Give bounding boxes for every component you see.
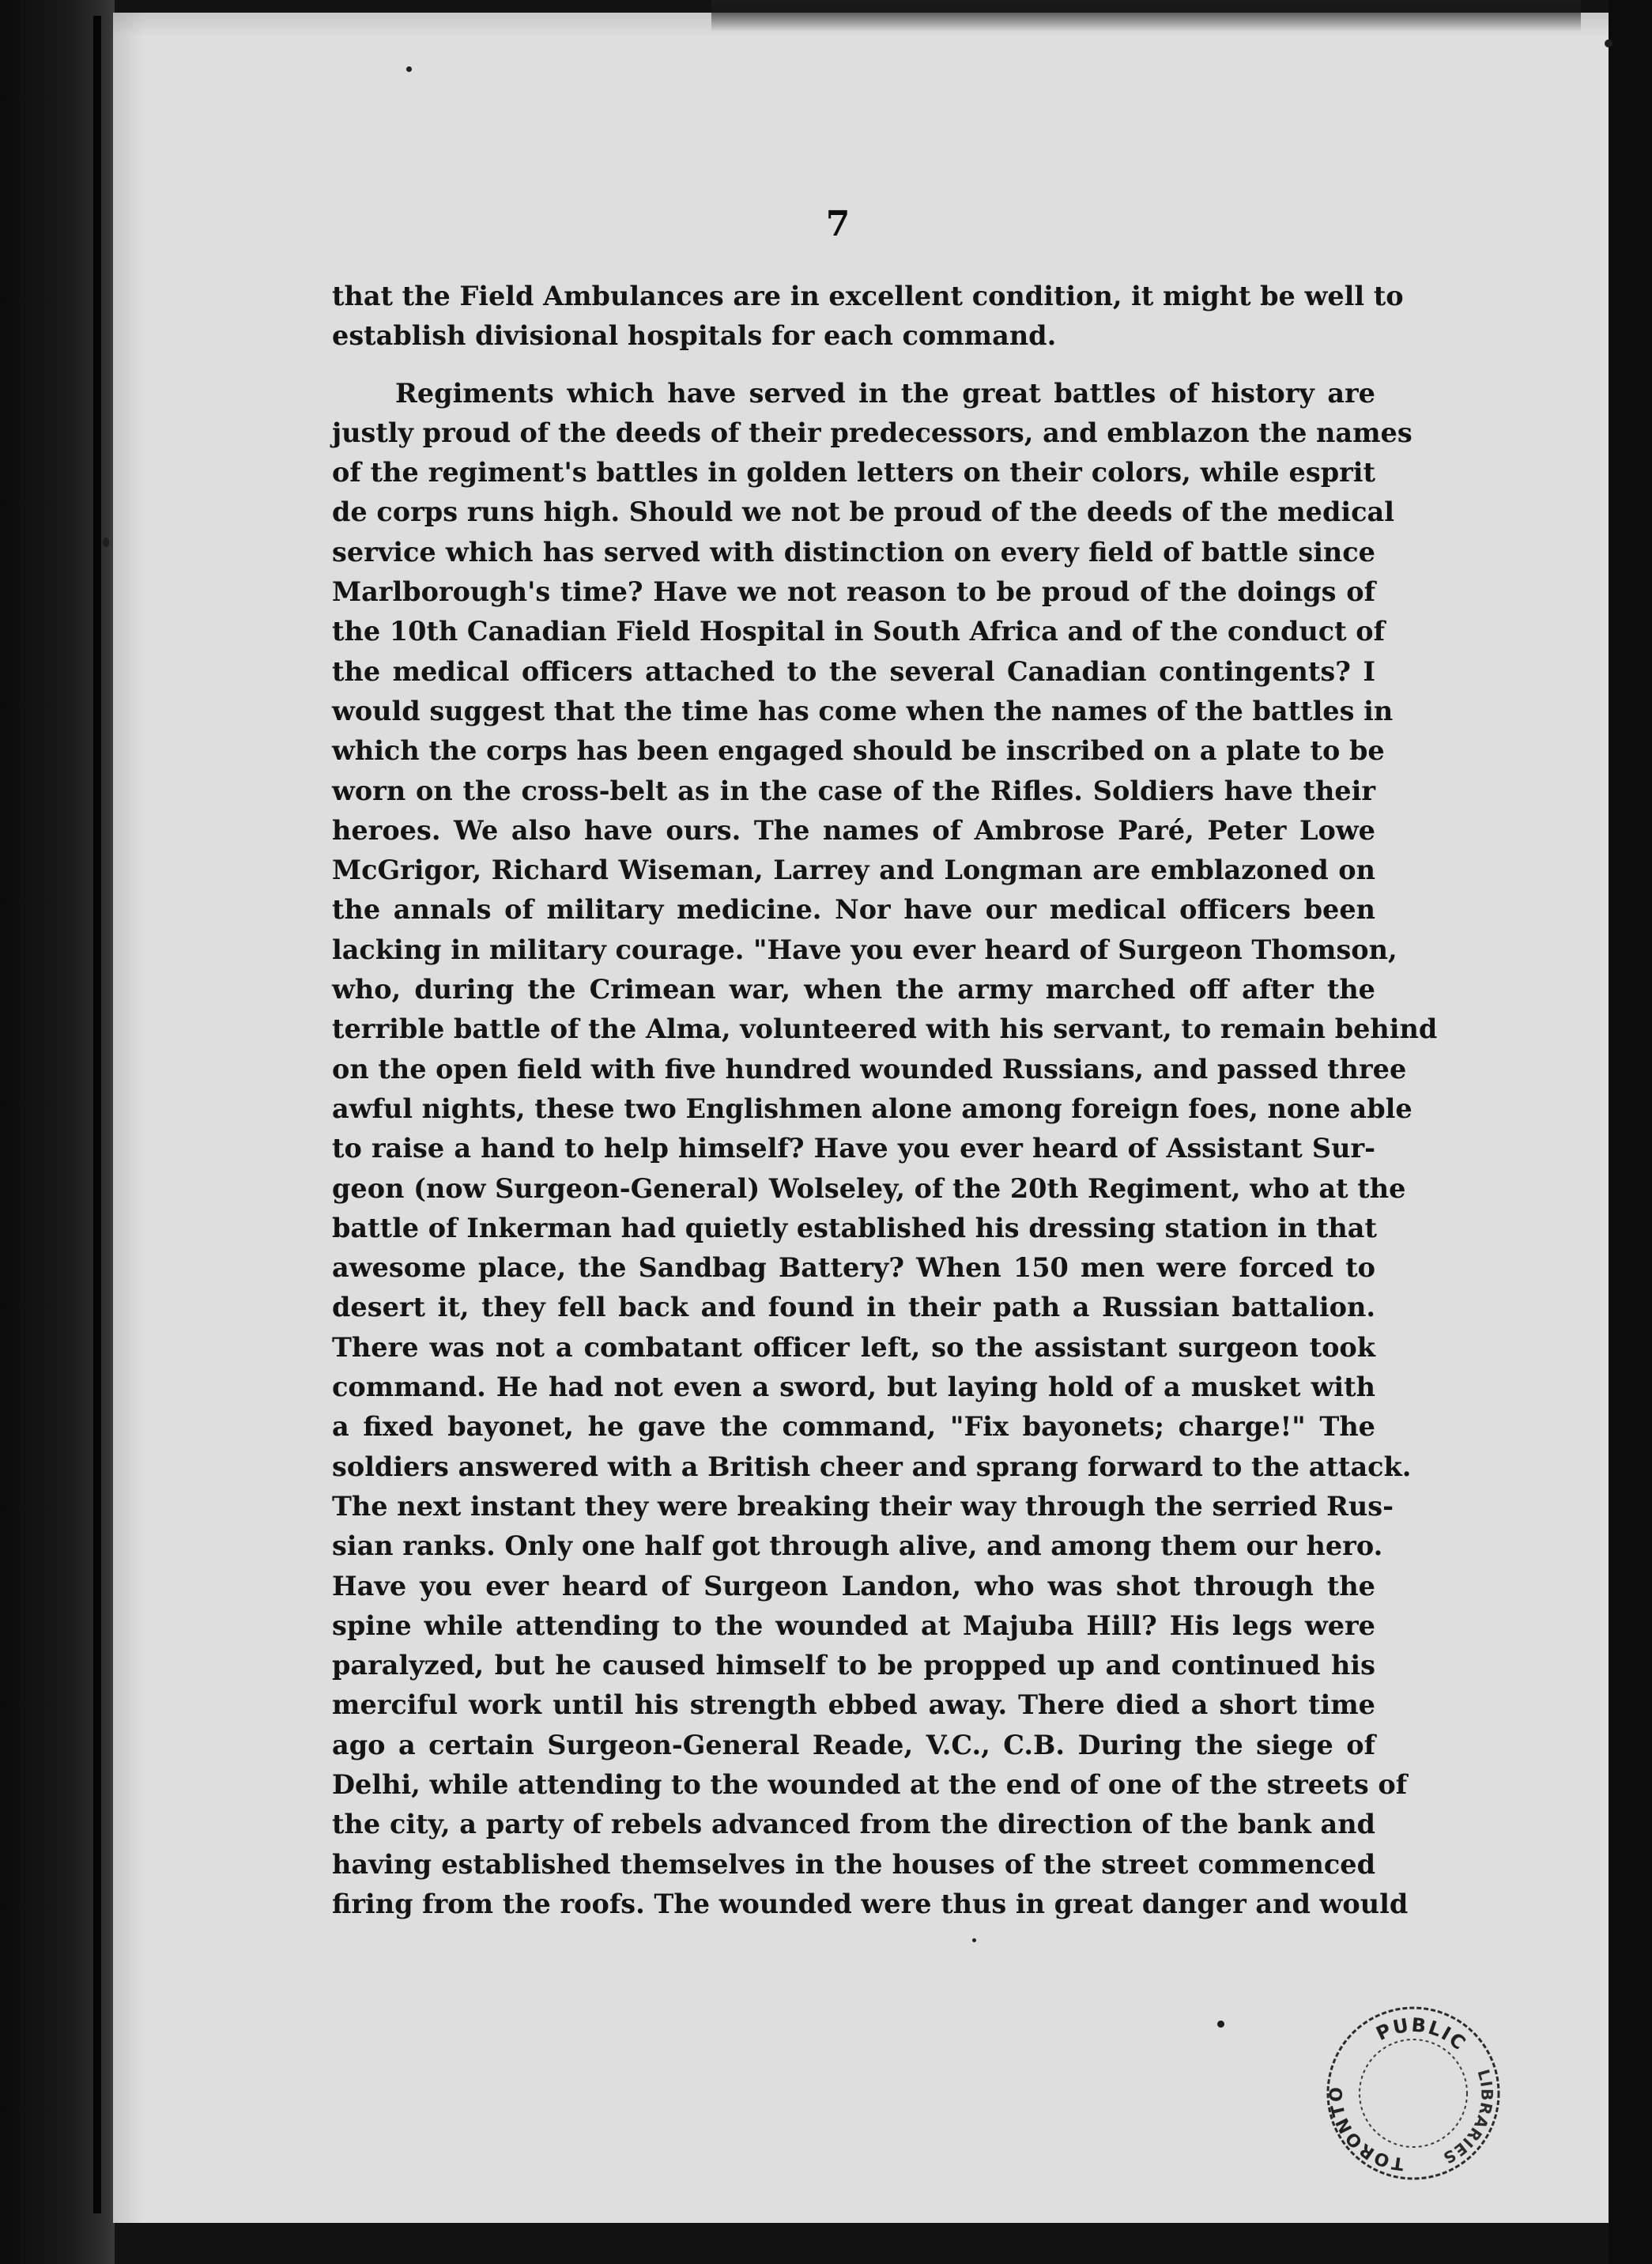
text-line: that the Field Ambulances are in excellent condition, it might be well to	[332, 281, 1404, 311]
text-line: paralyzed, but he caused himself to be propped up and continued his	[332, 1650, 1375, 1681]
text-line: on the open field with five hundred wounded Russians, and passed three	[332, 1053, 1407, 1085]
scan-speck	[1217, 2021, 1224, 2028]
stamp-top-text: PUBLIC	[1372, 2013, 1471, 2055]
text-line: having established themselves in the houses of the street commenced	[332, 1848, 1375, 1880]
text-line: desert it, they fell back and found in their path a Russian battalion.	[332, 1292, 1375, 1323]
text-line: ago a certain Surgeon-General Reade, V.C., C.B. During the siege of	[332, 1729, 1375, 1760]
text-line: merciful work until his strength ebbed away. There died a short time	[332, 1689, 1375, 1721]
scan-speck	[972, 1938, 976, 1942]
library-stamp-icon	[1322, 2002, 1505, 2185]
text-line: There was not a combatant officer left, so the assistant surgeon took	[332, 1331, 1375, 1363]
text-line: lacking in military courage. "Have you ever heard of Surgeon Thomson,	[332, 934, 1397, 965]
spine-edge-line	[93, 16, 101, 2213]
page-right-margin-dark	[1609, 0, 1652, 2264]
svg-text:TORONTO	[1327, 2085, 1405, 2173]
text-line: firing from the roofs. The wounded were thus in great danger and would	[332, 1888, 1409, 1919]
text-line: McGrigor, Richard Wiseman, Larrey and Longman are emblazoned on	[332, 855, 1375, 886]
body-text	[332, 277, 1438, 1924]
stamp-left-text: TORONTO	[1326, 2085, 1405, 2174]
text-line: awful nights, these two Englishmen alone among foreign foes, none able	[332, 1092, 1412, 1124]
text-line: command. He had not even a sword, but laying hold of a musket with	[332, 1372, 1375, 1403]
text-line: justly proud of the deeds of their predecessors, and emblazon the names	[332, 417, 1412, 448]
text-line: Marlborough's time? Have we not reason to be proud of the doings of	[332, 576, 1375, 608]
scan-speck	[103, 538, 109, 547]
text-line: of the regiment's battles in golden letters on their colors, while esprit	[332, 457, 1375, 489]
text-line: establish divisional hospitals for each command.	[332, 320, 1057, 352]
text-line: heroes. We also have ours. The names of Ambrose Paré, Peter Lowe	[332, 814, 1375, 846]
text-line: geon (now Surgeon-General) Wolseley, of the 20th Regiment, who at the	[332, 1172, 1406, 1204]
text-line: which the corps has been engaged should be inscribed on a plate to be	[332, 735, 1385, 767]
text-line: sian ranks. Only one half got through alive, and among them our hero.	[332, 1530, 1383, 1562]
text-line: would suggest that the time has come when the names of the battles in	[332, 695, 1394, 726]
text-line: Have you ever heard of Surgeon Landon, who was shot through the	[332, 1570, 1375, 1602]
page-top-shadow	[711, 0, 1581, 32]
text-line: service which has served with distinction on every field of battle since	[332, 536, 1375, 568]
text-line: Regiments which have served in the great battles of history are	[395, 377, 1375, 409]
text-line: The next instant they were breaking their way through the serried Rus-	[332, 1490, 1394, 1522]
text-line: the city, a party of rebels advanced from the direction of the bank and	[332, 1809, 1375, 1840]
text-line: de corps runs high. Should we not be proud of the deeds of the medical	[332, 496, 1394, 528]
svg-text:PUBLIC	[1373, 2013, 1471, 2055]
scan-speck	[1605, 40, 1612, 47]
page-number: 7	[825, 204, 851, 244]
text-line: soldiers answered with a British cheer and sprang forward to the attack.	[332, 1451, 1412, 1482]
svg-text:LIBRARIES	[1439, 2067, 1496, 2168]
text-line: spine while attending to the wounded at Majuba Hill? His legs were	[332, 1609, 1375, 1641]
text-line: awesome place, the Sandbag Battery? When 150 men were forced to	[332, 1252, 1375, 1284]
text-line: the 10th Canadian Field Hospital in South Africa and of the conduct of	[332, 616, 1386, 647]
text-line: the medical officers attached to the several Canadian contingents? I	[332, 655, 1375, 687]
text-line: terrible battle of the Alma, volunteered with his servant, to remain behind	[332, 1013, 1438, 1045]
text-line: Delhi, while attending to the wounded at the end of one of the streets of	[332, 1768, 1408, 1800]
text-line: to raise a hand to help himself? Have you ever heard of Assistant Sur-	[332, 1133, 1375, 1164]
text-line: battle of Inkerman had quietly established his dressing station in that	[332, 1212, 1377, 1243]
text-line: worn on the cross-belt as in the case of the Rifles. Soldiers have their	[332, 775, 1375, 806]
text-line: a fixed bayonet, he gave the command, "Fix bayonets; charge!" The	[332, 1411, 1375, 1443]
text-line: the annals of military medicine. Nor have our medical officers been	[332, 894, 1375, 926]
scan-speck	[406, 66, 412, 72]
stamp-right-text: LIBRARIES	[1439, 2066, 1497, 2168]
text-line: who, during the Crimean war, when the army marched off after the	[332, 974, 1375, 1006]
